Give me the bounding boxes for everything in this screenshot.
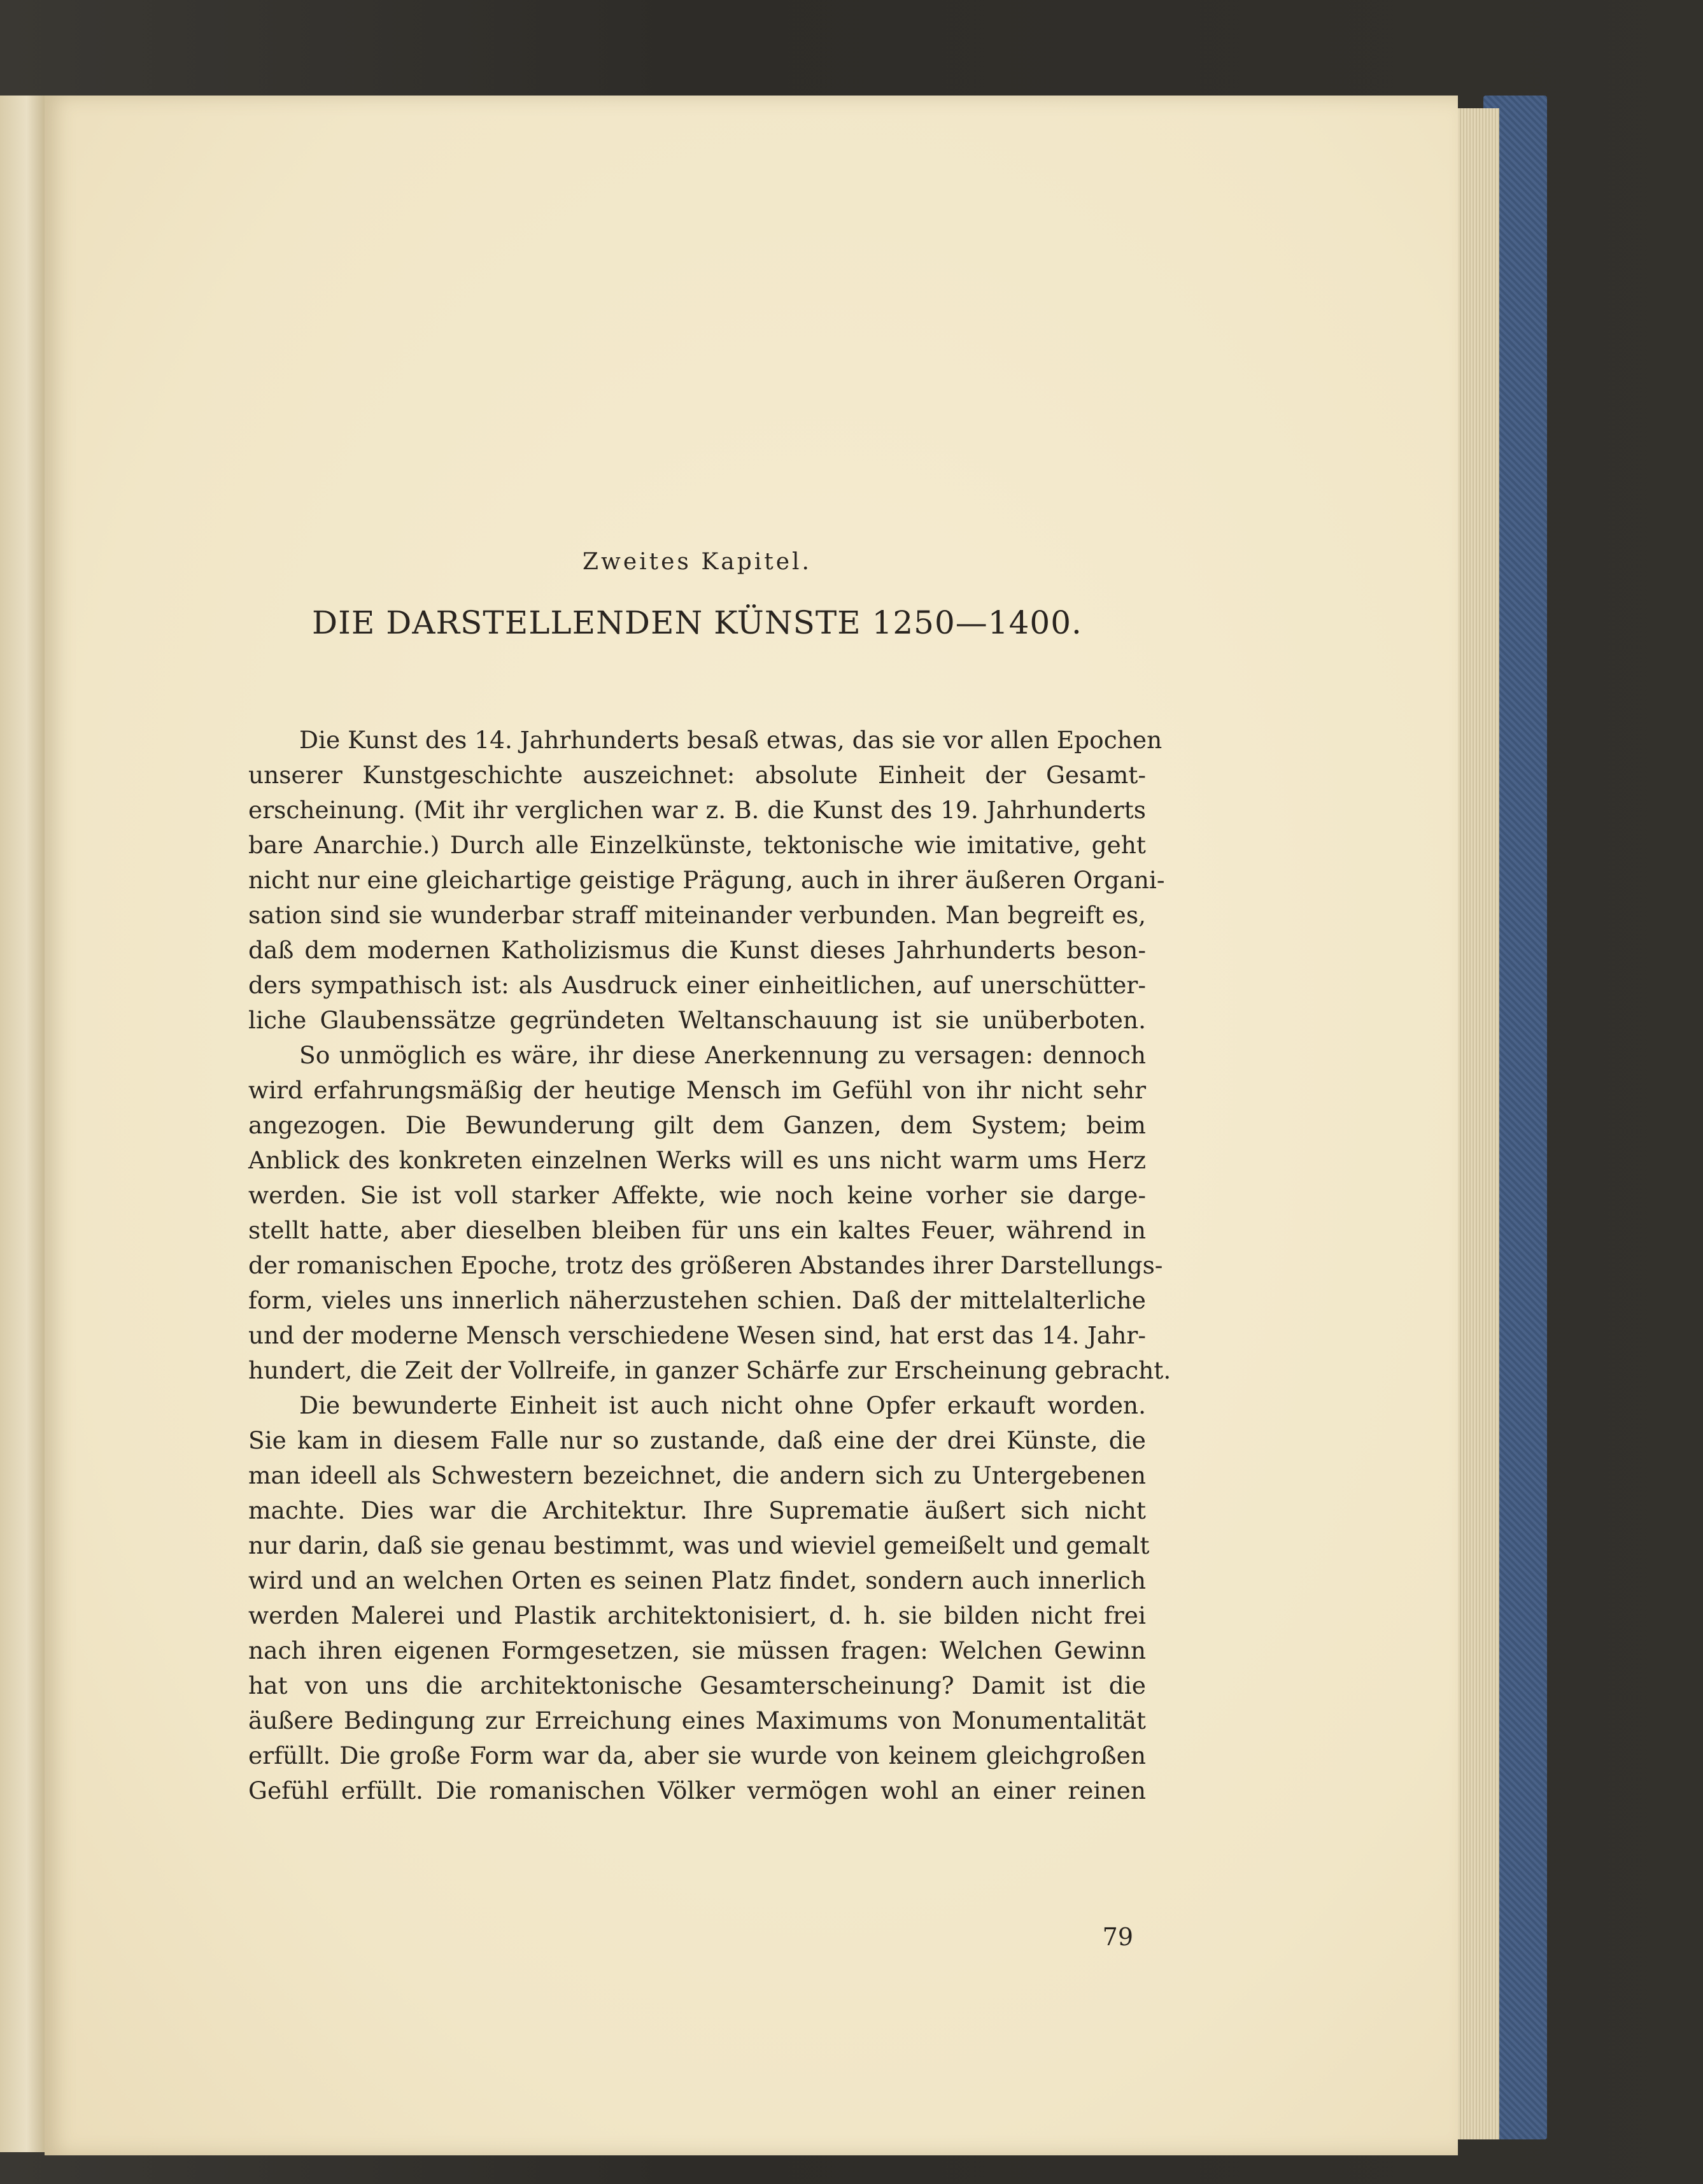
text-line: unserer Kunstgeschichte auszeichnet: absolute Einheit der Gesamt-	[248, 761, 1146, 789]
text-line: machte. Dies war die Architektur. Ihre Suprematie äußert sich nicht	[248, 1496, 1146, 1524]
text-line: ders sympathisch ist: als Ausdruck einer einheitlichen, auf unerschütter-	[248, 971, 1146, 999]
text-line: äußere Bedingung zur Erreichung eines Maximums von Monumentalität	[248, 1706, 1146, 1734]
text-line: liche Glaubenssätze gegründeten Weltanschauung ist sie unüberboten.	[248, 1006, 1146, 1034]
text-line: daß dem modernen Katholizismus die Kunst dieses Jahrhunderts beson-	[248, 936, 1146, 964]
text-line: nach ihren eigenen Formgesetzen, sie müssen fragen: Welchen Gewinn	[248, 1636, 1146, 1664]
text-line: Sie kam in diesem Falle nur so zustande, daß eine der drei Künste, die	[248, 1426, 1146, 1454]
text-line: erfüllt. Die große Form war da, aber sie wurde von keinem gleichgroßen	[248, 1741, 1146, 1769]
chapter-title: DIE DARSTELLENDEN KÜNSTE 1250—1400.	[312, 604, 1082, 641]
text-line: werden. Sie ist voll starker Affekte, wie noch keine vorher sie darge-	[248, 1181, 1146, 1209]
page-number: 79	[1102, 1923, 1133, 1951]
text-line: hundert, die Zeit der Vollreife, in ganzer Schärfe zur Erscheinung gebracht.	[248, 1356, 1171, 1384]
book-page	[45, 96, 1458, 2155]
text-line: wird erfahrungsmäßig der heutige Mensch im Gefühl von ihr nicht sehr	[248, 1076, 1146, 1104]
text-line: und der moderne Mensch verschiedene Wesen sind, hat erst das 14. Jahr-	[248, 1321, 1146, 1349]
text-line: man ideell als Schwestern bezeichnet, die andern sich zu Untergebenen	[248, 1461, 1146, 1489]
text-line: form, vieles uns innerlich näherzustehen schien. Daß der mittelalterliche	[248, 1286, 1146, 1314]
text-line: sation sind sie wunderbar straff miteinander verbunden. Man begreift es,	[248, 901, 1146, 929]
chapter-label: Zweites Kapitel.	[583, 549, 812, 575]
paragraph-3	[248, 1388, 1150, 1808]
text-line: Die bewunderte Einheit ist auch nicht ohne Opfer erkauft worden.	[299, 1391, 1146, 1419]
text-line: bare Anarchie.) Durch alle Einzelkünste, tektonische wie imitative, geht	[248, 831, 1146, 859]
text-line: wird und an welchen Orten es seinen Platz findet, sondern auch innerlich	[248, 1566, 1146, 1594]
text-line: angezogen. Die Bewunderung gilt dem Ganzen, dem System; beim	[248, 1111, 1146, 1139]
paragraph-2	[248, 1038, 1171, 1388]
text-line: stellt hatte, aber dieselben bleiben für uns ein kaltes Feuer, während in	[248, 1216, 1146, 1244]
text-line: Die Kunst des 14. Jahrhunderts besaß etwas, das sie vor allen Epochen	[299, 726, 1162, 754]
text-line: nur darin, daß sie genau bestimmt, was und wieviel gemeißelt und gemalt	[248, 1531, 1150, 1559]
text-line: nicht nur eine gleichartige geistige Prägung, auch in ihrer äußeren Organi-	[248, 866, 1165, 894]
text-line: werden Malerei und Plastik architektonisiert, d. h. sie bilden nicht frei	[248, 1601, 1146, 1629]
text-line: hat von uns die architektonische Gesamterscheinung? Damit ist die	[248, 1671, 1146, 1699]
text-line: Gefühl erfüllt. Die romanischen Völker vermögen wohl an einer reinen	[248, 1776, 1146, 1805]
facing-page-edge	[0, 96, 45, 2152]
paragraph-1	[248, 723, 1165, 1038]
text-line: So unmöglich es wäre, ihr diese Anerkennung zu versagen: dennoch	[299, 1041, 1146, 1069]
text-line: erscheinung. (Mit ihr verglichen war z. B. die Kunst des 19. Jahrhunderts	[248, 796, 1146, 824]
text-line: der romanischen Epoche, trotz des größeren Abstandes ihrer Darstellungs-	[248, 1251, 1163, 1279]
page-text-block	[248, 549, 1171, 1808]
page-stack-edges	[1452, 108, 1499, 2139]
text-line: Anblick des konkreten einzelnen Werks will es uns nicht warm ums Herz	[248, 1146, 1146, 1174]
